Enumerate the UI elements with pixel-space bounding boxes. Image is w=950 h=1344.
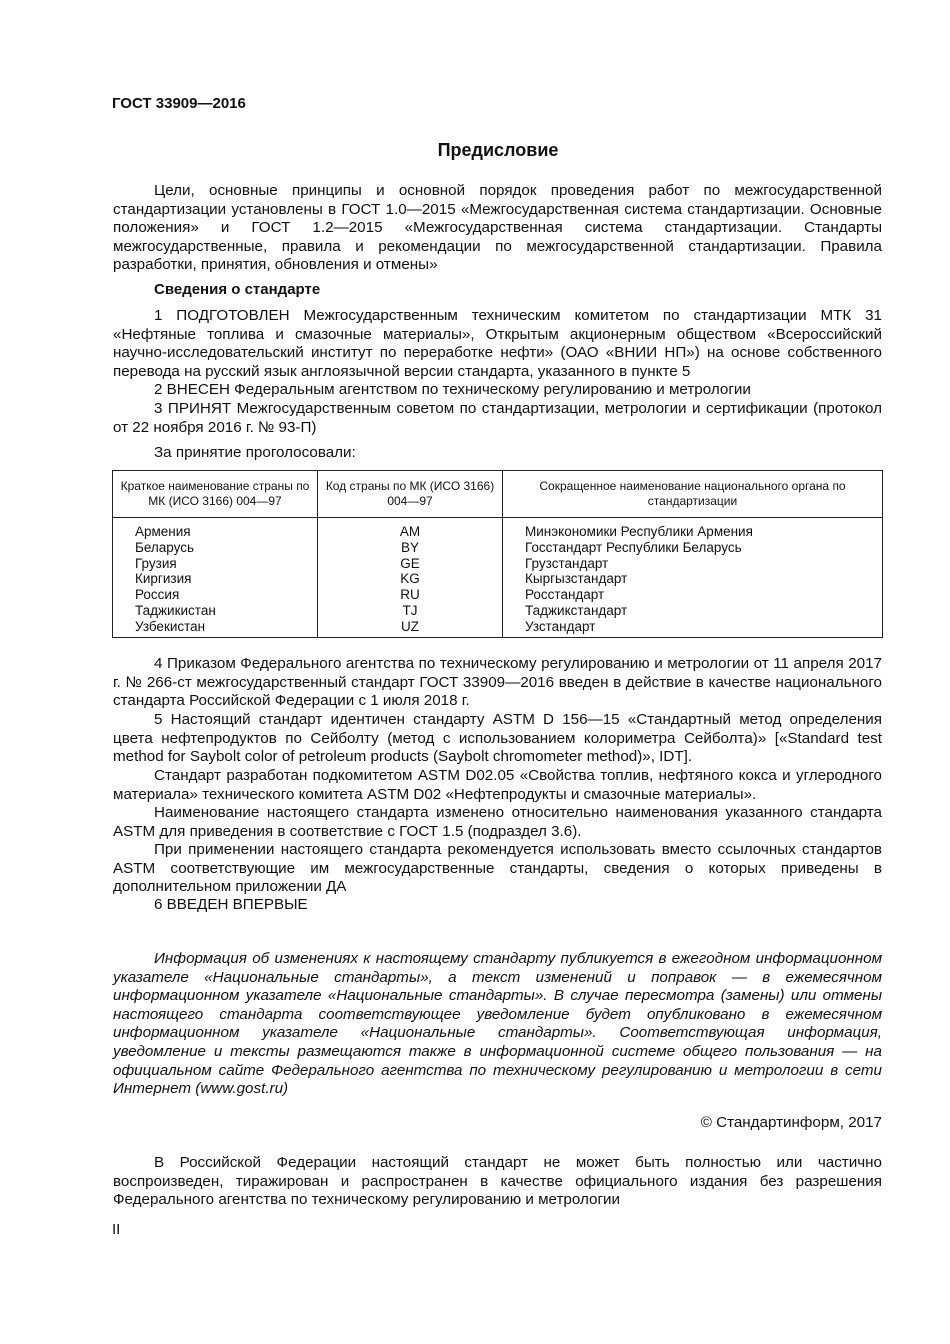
country-name: Таджикистан — [135, 602, 216, 618]
item-5-references-paragraph: При применении настоящего стандарта рекомендуется использовать вместо ссылочных стандартов ASTM соответствующие им межгосударственные стандарты, сведения о которых приведены в дополнительном приложении ДА — [113, 841, 882, 896]
vote-label: За принятие проголосовали: — [154, 444, 356, 461]
item-1-paragraph: 1 ПОДГОТОВЛЕН Межгосударственным техническим комитетом по стандартизации МТК 31 «Нефтяные топлива и смазочные материалы», Открытым акционерным обществом «Всероссийский научно-исследовательский институт по переработке нефти» (ОАО «ВНИИ НП») на основе собственного перевода на русский язык англоязычной версии стандарта, указанного в пункте 5 — [113, 307, 882, 380]
country-code: GE — [400, 555, 420, 571]
item-6-paragraph: 6 ВВЕДЕН ВПЕРВЫЕ — [154, 896, 308, 913]
country-name: Россия — [135, 587, 180, 603]
country-name: Армения — [135, 524, 191, 539]
item-5-developer-paragraph: Стандарт разработан подкомитетом ASTM D02.05 «Свойства топлив, нефтяного кокса и углеродного материала» технического комитета ASTM D02 «Нефтепродукты и смазочные материалы». — [113, 767, 882, 803]
standards-body: Таджикстандарт — [525, 602, 628, 618]
code-column — [318, 518, 503, 638]
table-header-row — [113, 471, 883, 518]
section-subheading: Сведения о стандарте — [154, 281, 321, 298]
item-5-paragraph: 5 Настоящий стандарт идентичен стандарту ASTM D 156—15 «Стандартный метод определения цвета нефтепродуктов по Сейболту (метод с использованием колориметра Сейболта)» [«Standard test method for Saybolt color of petroleum products (Saybolt chromometer method)», IDT]. — [113, 711, 882, 766]
voting-table — [112, 470, 883, 638]
country-code: BY — [400, 539, 419, 555]
standards-body: Минэкономики Республики Армения — [525, 524, 753, 539]
country-name: Узбекистан — [135, 618, 206, 634]
country-code: RU — [400, 587, 420, 603]
page-title: Предисловие — [437, 140, 559, 160]
item-3-paragraph: 3 ПРИНЯТ Межгосударственным советом по стандартизации, метрологии и сертификации (протокол от 22 ноября 2016 г. № 93-П) — [113, 400, 882, 436]
table-row — [113, 518, 883, 638]
country-code: AM — [399, 524, 421, 539]
country-code: TJ — [402, 602, 418, 618]
column-header-country: Краткое наименование страны по МК (ИСО 3166) 004—97 — [113, 471, 318, 518]
copyright-notice: © Стандартинформ, 2017 — [700, 1114, 882, 1131]
country-code: UZ — [401, 618, 419, 634]
body-column — [503, 518, 883, 638]
rights-paragraph: В Российской Федерации настоящий стандарт не может быть полностью или частично воспроизведен, тиражирован и распространен в качестве официального издания без разрешения Федерального агентства по техническому регулированию и метрологии — [113, 1154, 882, 1209]
country-name: Беларусь — [135, 539, 195, 555]
country-code: KG — [400, 571, 420, 587]
standards-body: Узстандарт — [525, 618, 596, 634]
info-notice-paragraph: Информация об изменениях к настоящему стандарту публикуется в ежегодном информационном указателе «Национальные стандарты», а текст изменений и поправок — в ежемесячном информационном указателе «Национальные стандарты». В случае пересмотра (замены) или отмены настоящего стандарта соответствующее уведомление будет опубликовано в ежемесячном информационном указателе «Национальные стандарты». Соответствующая информация, уведомление и тексты размещаются также в информационной системе общего пользования — на официальном сайте Федерального агентства по техническому регулированию и метрологии в сети Интернет (www.gost.ru) — [113, 950, 882, 1098]
item-2-paragraph: 2 ВНЕСЕН Федеральным агентством по техническому регулированию и метрологии — [154, 381, 751, 398]
standards-body: Грузстандарт — [525, 555, 609, 571]
page-number: II — [112, 1221, 121, 1238]
intro-paragraph: Цели, основные принципы и основной порядок проведения работ по межгосударственной стандартизации установлены в ГОСТ 1.0—2015 «Межгосударственная система стандартизации. Основные положения» и ГОСТ 1.2—2015 «Межгосударственная система стандартизации. Стандарты межгосударственные, правила и рекомендации по межгосударственной стандартизации. Правила разработки, принятия, обновления и отмены» — [113, 182, 882, 274]
document-header: ГОСТ 33909—2016 — [112, 95, 246, 112]
column-header-code: Код страны по МК (ИСО 3166) 004—97 — [318, 471, 503, 518]
country-column — [113, 518, 318, 638]
country-name: Киргизия — [135, 571, 192, 587]
item-4-paragraph: 4 Приказом Федерального агентства по техническому регулированию и метрологии от 11 апреля 2017 г. № 266-ст межгосударственный стандарт ГОСТ 33909—2016 введен в действие в качестве национального стандарта Российской Федерации с 1 июля 2018 г. — [113, 655, 882, 710]
standards-body: Росстандарт — [525, 587, 605, 603]
country-name: Грузия — [135, 555, 177, 571]
item-5-name-change-paragraph: Наименование настоящего стандарта изменено относительно наименования указанного стандарта ASTM для приведения в соответствие с ГОСТ 1.5 (подраздел 3.6). — [113, 804, 882, 840]
standards-body: Госстандарт Республики Беларусь — [525, 539, 742, 555]
standards-body: Кыргызстандарт — [525, 571, 628, 587]
column-header-body: Сокращенное наименование национального органа по стандартизации — [503, 471, 883, 518]
